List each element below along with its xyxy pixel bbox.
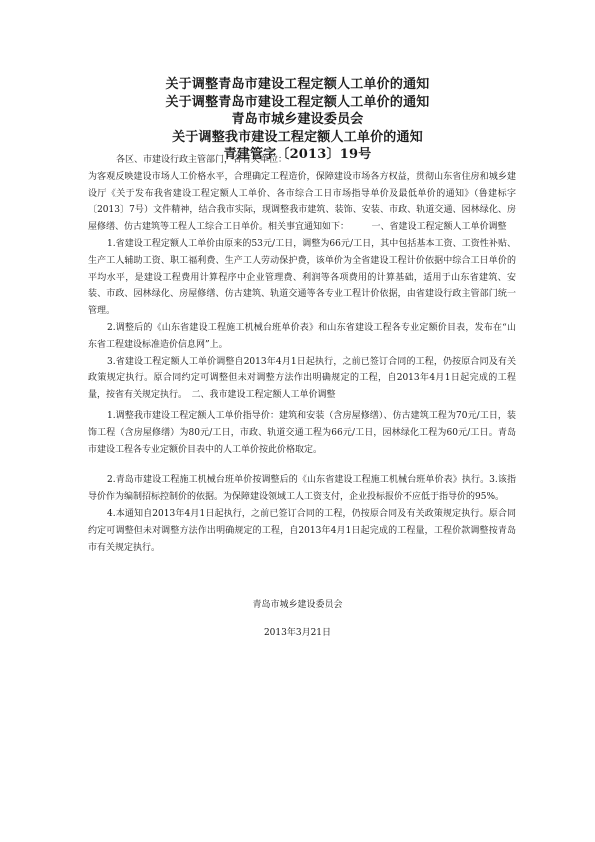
document-title-repeat: 关于调整青岛市建设工程定额人工单价的通知 — [165, 94, 430, 110]
document-number: 青建管字〔2013〕19号 — [223, 147, 372, 162]
signature: 青岛市城乡建设委员会 — [252, 600, 343, 610]
document-body — [88, 152, 516, 556]
signature-date: 2013年3月21日 — [263, 628, 332, 638]
document-title: 关于调整青岛市建设工程定额人工单价的通知 — [165, 77, 430, 92]
section2-item-4: 4.本通知自2013年4月1日起执行，之前已签订合同的工程，仍按原合同及有关政策规定执行。原合同约定可调整但未对调整方法作出明确规定的工程，自2013年4月1日起完成的工程量，工程价款调整按青岛市有关规定执行。 — [88, 508, 516, 553]
salutation: 各区、市建设行政主管部门，各有关单位： — [116, 155, 288, 165]
title-block — [0, 76, 595, 164]
section2-item-2: 2.青岛市建设工程施工机械台班单价按调整后的《山东省建设工程施工机械台班单价表》执行。3.该指导价作为编制招标控制价的依据。为保障建设领域工人工资支付，企业投标报价不应低于指导价的95%。 — [88, 475, 516, 503]
section2-item-1: 1.调整我市建设工程定额人工单价指导价：建筑和安装（含房屋修缮）、仿古建筑工程为70元/工日，装饰工程（含房屋修缮）为80元/工日，市政、轨道交通工程为66元/工日，园林绿化工程为60元/工日。青岛市建设工程各专业定额价目表中的人工单价按此价格取定。 — [88, 410, 516, 455]
section1-item-3: 3.省建设工程定额人工单价调整自2013年4月1日起执行，之前已签订合同的工程，仍按原合同及有关政策规定执行。原合同约定可调整但未对调整方法作出明确规定的工程，自2013年4月1日起完成的工程量，按省有关规定执行。 二、我市建设工程定额人工单价调整 — [88, 356, 516, 401]
notice-title: 关于调整我市建设工程定额人工单价的通知 — [172, 129, 423, 145]
section1-item-2: 2.调整后的《山东省建设工程施工机械台班单价表》和山东省建设工程各专业定额价目表，发布在“山东省工程建设标准造价信息网”上。 — [88, 322, 516, 350]
section1-item-1: 1.省建设工程定额人工单价由原来的53元/工日，调整为66元/工日，其中包括基本工资、工资性补贴、生产工人辅助工资、职工福利费、生产工人劳动保护费，该单价为全省建设工程计价依据中综合工日单价的平均水平，是建设工程费用计算程序中企业管理费、利润等各项费用的计算基础，适用于山东省建筑、安装、市政、园林绿化、房屋修缮、仿古建筑、轨道交通等各专业工程计价依据，由省建设行政主管部门统一管理。 — [88, 238, 516, 317]
issuer-title: 青岛市城乡建设委员会 — [231, 112, 364, 127]
intro-paragraph: 为客观反映建设市场人工价格水平，合理确定工程造价，保障建设市场各方权益，贯彻山东省住房和城乡建设厅《关于发布我省建设工程定额人工单价、各市综合工日市场指导单价及最低单价的通知》（鲁建标字〔2013〕7号）文件精神，结合我市实际，现调整我市建筑、装饰、安装、市政、轨道交通、园林绿化、房屋修缮、仿古建筑等工程人工综合工日单价。相关事宜通知如下： 一、省建设工程定额人工单价调整 — [88, 171, 516, 233]
